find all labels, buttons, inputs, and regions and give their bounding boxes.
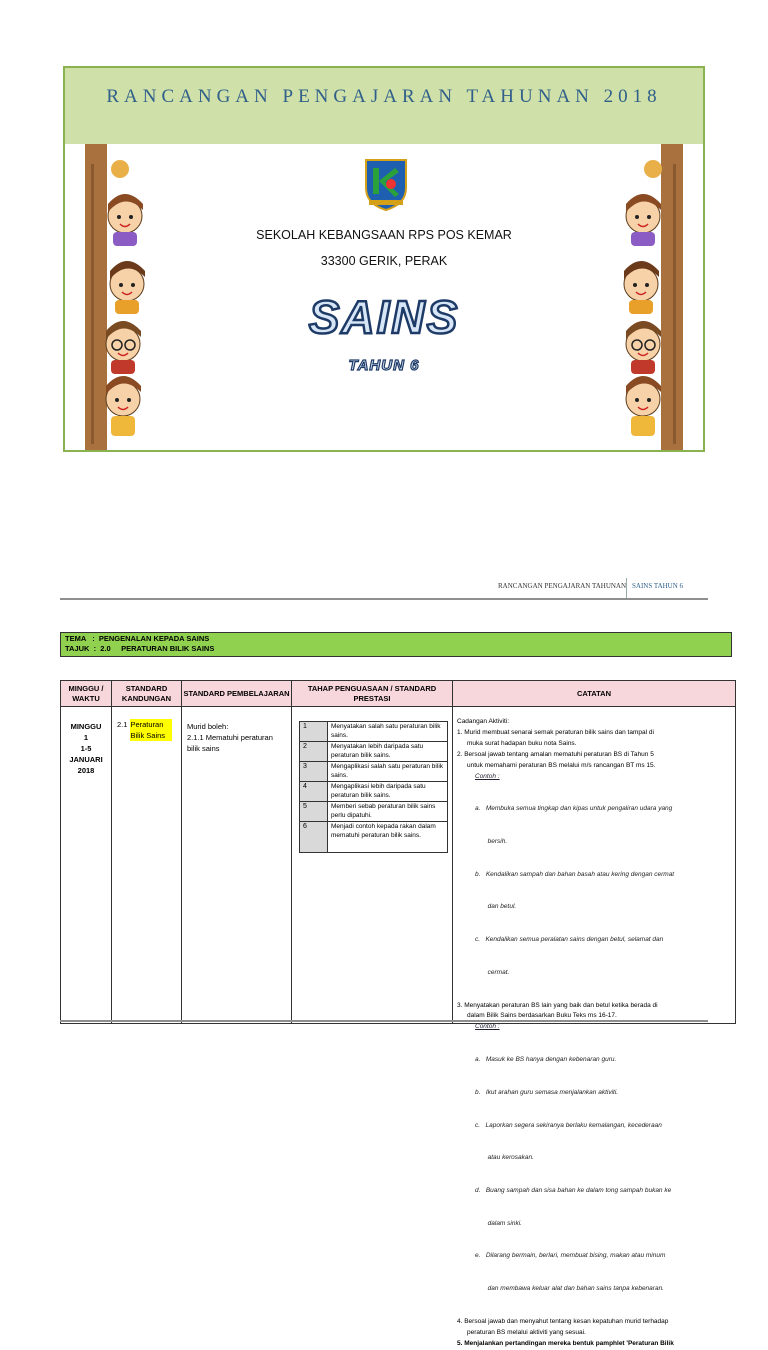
- tp-row: 5 Memberi sebab peraturan bilik sains perlu dipatuhi.: [300, 802, 447, 822]
- page-header-separator: [626, 578, 627, 598]
- activity-5: 5. Menjalankan pertandingan mereka bentuk pamphlet 'Peraturan Bilik: [457, 1339, 674, 1347]
- tp-row: 1 Menyatakan salah satu peraturan bilik sains.: [300, 722, 447, 742]
- activity-2-examples: a. Membuka semua tingkap dan kipas untuk pengaliran udara yang bersih. b. Kendalikan sampah dan bahan basah atau kering dengan cermat dan betul. c. Kendalikan semua peralatan sains dengan betul, selamat dan cermat.: [475, 805, 675, 976]
- minggu-cell: MINGGU 1 1-5 JANUARI 2018: [69, 722, 103, 775]
- activity-2: 2. Bersoal jawab tentang amalan mematuhi peraturan BS di Tahun 5: [457, 750, 654, 758]
- header-standard-pembelajaran: STANDARD PEMBELAJARAN: [182, 681, 292, 707]
- sp-item: 2.1.1 Mematuhi peraturan bilik sains: [187, 733, 273, 753]
- catatan-cell: [457, 717, 733, 1350]
- school-name: SEKOLAH KEBANGSAAN RPS POS KEMAR: [256, 228, 512, 242]
- subject-title: SAINS: [308, 291, 460, 343]
- tema-tajuk-box: [60, 632, 732, 657]
- header-tahap-penguasaan: TAHAP PENGUASAAN / STANDARD PRESTASI: [292, 681, 453, 707]
- activity-3-examples: a. Masuk ke BS hanya dengan kebenaran guru. b. Ikut arahan guru semasa menjalankan aktiviti. c. Laporkan segera sekiranya berlaku kemalangan, kecederaan atau kerosakan. d. Buang sampah dan sisa bahan ke dalam tong sampah bukan ke dalam sinki. e. Dilarang bermain, berlari, membuat bising, makan atau minum dan membawa keluar alat dan bahan sains tanpa kebenaran.: [475, 1056, 672, 1293]
- activity-3-cont: dalam Bilik Sains berdasarkan Buku Teks ms 16-17.: [467, 1012, 617, 1020]
- tp-row: 6 Menjadi contoh kepada rakan dalam mematuhi peraturan bilik sains.: [300, 822, 447, 852]
- header-catatan: CATATAN: [453, 681, 735, 707]
- activity-1-cont: muka surat hadapan buku nota Sains.: [467, 739, 577, 747]
- sp-intro: Murid boleh:: [187, 722, 229, 731]
- col-minggu: [61, 707, 112, 1023]
- catatan-heading: Cadangan Aktiviti:: [457, 718, 510, 725]
- sk-cell: [117, 719, 181, 741]
- cover-title: RANCANGAN PENGAJARAN TAHUNAN 2018: [106, 86, 662, 107]
- col-standard-kandungan: [112, 707, 182, 1023]
- tajuk-line: TAJUK : 2.0 PERATURAN BILIK SAINS: [65, 644, 215, 653]
- page-header-right: SAINS TAHUN 6: [632, 582, 684, 590]
- cover-page: [63, 66, 705, 452]
- activity-3: 3. Menyatakan peraturan BS lain yang baik dan betul ketika berada di: [457, 1001, 658, 1009]
- col-standard-pembelajaran: [182, 707, 292, 1023]
- activity-2-cont: untuk memahami peraturan BS melalui m/s rancangan BT ms 15.: [467, 761, 656, 769]
- contoh-label: Contoh :: [475, 772, 500, 780]
- tp-row: 4 Mengaplikasi lebih daripada satu peraturan bilik sains.: [300, 782, 447, 802]
- header-minggu: MINGGU / WAKTU: [61, 681, 112, 707]
- page-header-rule: [60, 598, 708, 600]
- tema-line: TEMA : PENGENALAN KEPADA SAINS: [65, 634, 210, 643]
- school-address: 33300 GERIK, PERAK: [320, 254, 448, 268]
- school-crest-icon: [361, 156, 411, 212]
- tp-row: 3 Mengaplikasi salah satu peraturan bilik sains.: [300, 762, 447, 782]
- activity-4: 4. Bersoal jawab dan menyahut tentang kesan kepatuhan murid terhadap: [457, 1317, 669, 1325]
- page-footer-rule: [60, 1020, 708, 1022]
- tahap-penguasaan-table: [299, 721, 448, 853]
- contoh-label: Contoh :: [475, 1023, 500, 1031]
- sk-text: Peraturan Bilik Sains: [130, 719, 172, 741]
- year-title: TAHUN 6: [348, 357, 420, 374]
- activity-4-cont: peraturan BS melalui aktiviti yang sesuai.: [467, 1328, 586, 1336]
- header-standard-kandungan: STANDARD KANDUNGAN: [112, 681, 182, 707]
- squirrel-icon: [644, 160, 662, 178]
- squirrel-icon: [111, 160, 129, 178]
- tp-row: 2 Menyatakan lebih daripada satu peraturan bilik sains.: [300, 742, 447, 762]
- lesson-plan-table: [60, 680, 736, 1347]
- activity-1: 1. Murid membuat senarai semak peraturan bilik sains dan tampal di: [457, 728, 654, 736]
- kid-8-icon: [626, 376, 661, 436]
- sp-cell: [187, 721, 286, 754]
- page-header-left: RANCANGAN PENGAJARAN TAHUNAN: [498, 582, 627, 590]
- kid-4-icon: [106, 376, 141, 436]
- sk-number: 2.1: [117, 720, 128, 729]
